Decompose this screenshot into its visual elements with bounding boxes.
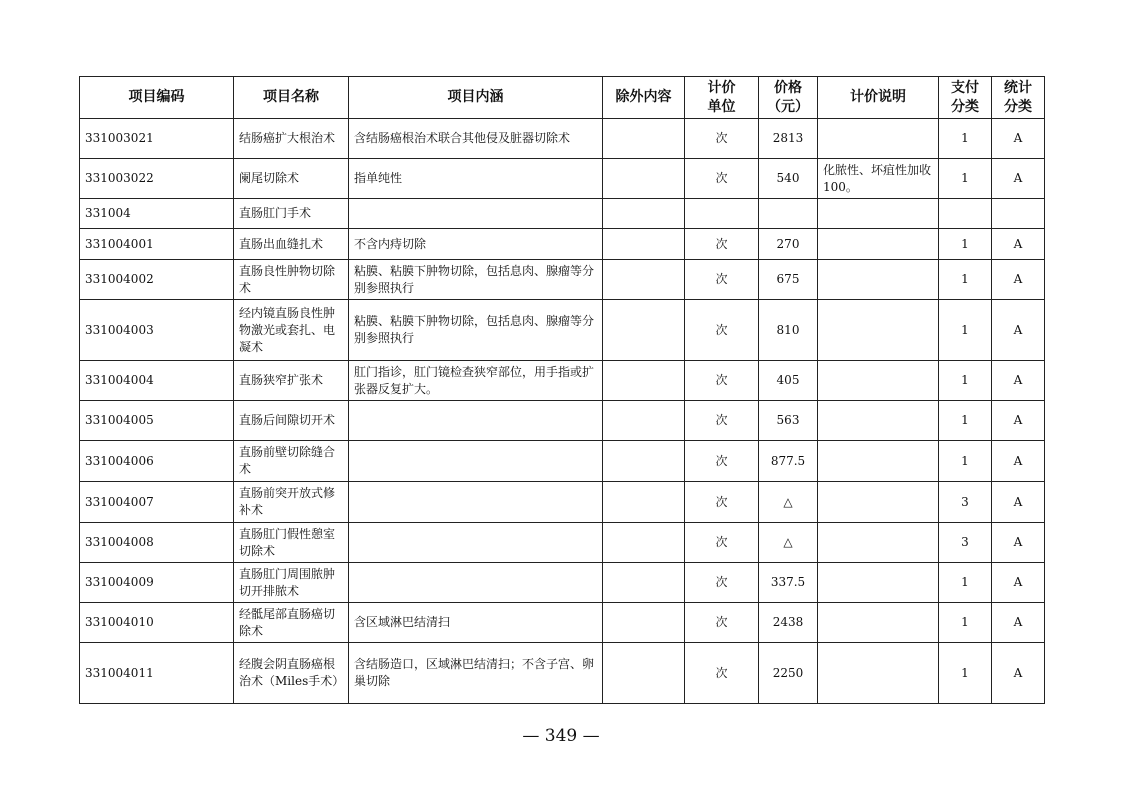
cell-price: 2813 — [759, 119, 818, 159]
cell-pay: 1 — [939, 643, 992, 704]
cell-name: 直肠良性肿物切除术 — [234, 260, 349, 300]
cell-code: 331004007 — [80, 482, 234, 523]
cell-pay: 1 — [939, 119, 992, 159]
table-row — [80, 643, 1045, 704]
cell-content — [349, 199, 603, 229]
cell-name: 直肠肛门假性憩室切除术 — [234, 523, 349, 563]
cell-stat: A — [992, 401, 1045, 441]
cell-stat: A — [992, 643, 1045, 704]
table-row — [80, 199, 1045, 229]
table-row — [80, 441, 1045, 482]
cell-pay: 1 — [939, 260, 992, 300]
cell-unit: 次 — [685, 260, 759, 300]
table-row — [80, 119, 1045, 159]
table-row — [80, 260, 1045, 300]
cell-pay: 1 — [939, 441, 992, 482]
cell-note — [818, 523, 939, 563]
table-row — [80, 603, 1045, 643]
cell-price: 675 — [759, 260, 818, 300]
table-row — [80, 482, 1045, 523]
cell-code: 331003022 — [80, 159, 234, 199]
cell-name: 直肠肛门周围脓肿切开排脓术 — [234, 563, 349, 603]
cell-note — [818, 643, 939, 704]
cell-exclusion — [603, 300, 685, 361]
cell-content: 肛门指诊，肛门镜检查狭窄部位，用手指或扩张器反复扩大。 — [349, 361, 603, 401]
cell-name: 经腹会阴直肠癌根治术（Miles手术） — [234, 643, 349, 704]
cell-price: 270 — [759, 229, 818, 260]
cell-unit: 次 — [685, 401, 759, 441]
cell-pay: 1 — [939, 563, 992, 603]
cell-exclusion — [603, 199, 685, 229]
cell-exclusion — [603, 441, 685, 482]
cell-pay: 1 — [939, 229, 992, 260]
cell-stat: A — [992, 361, 1045, 401]
cell-name: 直肠前壁切除缝合术 — [234, 441, 349, 482]
cell-code: 331004011 — [80, 643, 234, 704]
cell-price: 540 — [759, 159, 818, 199]
cell-unit: 次 — [685, 119, 759, 159]
cell-unit: 次 — [685, 523, 759, 563]
cell-stat: A — [992, 563, 1045, 603]
cell-unit: 次 — [685, 441, 759, 482]
cell-unit: 次 — [685, 482, 759, 523]
cell-note: 化脓性、坏疽性加收100。 — [818, 159, 939, 199]
cell-content — [349, 401, 603, 441]
cell-name: 直肠狭窄扩张术 — [234, 361, 349, 401]
cell-content — [349, 563, 603, 603]
cell-exclusion — [603, 159, 685, 199]
table-row — [80, 300, 1045, 361]
fee-table — [79, 76, 1045, 704]
cell-stat: A — [992, 229, 1045, 260]
cell-note — [818, 563, 939, 603]
header-code: 项目编码 — [80, 77, 234, 119]
cell-unit: 次 — [685, 361, 759, 401]
cell-content: 含区域淋巴结清扫 — [349, 603, 603, 643]
cell-pay: 1 — [939, 603, 992, 643]
header-note: 计价说明 — [818, 77, 939, 119]
cell-price: △ — [759, 523, 818, 563]
cell-name: 阑尾切除术 — [234, 159, 349, 199]
table-body — [80, 119, 1045, 704]
cell-exclusion — [603, 229, 685, 260]
cell-name: 直肠后间隙切开术 — [234, 401, 349, 441]
cell-unit: 次 — [685, 229, 759, 260]
cell-stat: A — [992, 260, 1045, 300]
cell-stat: A — [992, 441, 1045, 482]
cell-content: 粘膜、粘膜下肿物切除，包括息肉、腺瘤等分别参照执行 — [349, 260, 603, 300]
cell-price: 405 — [759, 361, 818, 401]
cell-unit: 次 — [685, 563, 759, 603]
cell-code: 331004008 — [80, 523, 234, 563]
cell-code: 331004002 — [80, 260, 234, 300]
cell-stat: A — [992, 523, 1045, 563]
header-unit: 计价 单位 — [685, 77, 759, 119]
cell-name: 直肠出血缝扎术 — [234, 229, 349, 260]
cell-price: 810 — [759, 300, 818, 361]
cell-content — [349, 482, 603, 523]
header-pay: 支付 分类 — [939, 77, 992, 119]
cell-note — [818, 482, 939, 523]
cell-code: 331004003 — [80, 300, 234, 361]
cell-stat: A — [992, 119, 1045, 159]
cell-stat: A — [992, 159, 1045, 199]
cell-exclusion — [603, 260, 685, 300]
cell-pay — [939, 199, 992, 229]
table-row — [80, 563, 1045, 603]
cell-content — [349, 523, 603, 563]
cell-content: 粘膜、粘膜下肿物切除，包括息肉、腺瘤等分别参照执行 — [349, 300, 603, 361]
cell-note — [818, 361, 939, 401]
header-content: 项目内涵 — [349, 77, 603, 119]
cell-exclusion — [603, 119, 685, 159]
cell-note — [818, 300, 939, 361]
cell-code: 331004 — [80, 199, 234, 229]
cell-code: 331004001 — [80, 229, 234, 260]
cell-content: 含结肠癌根治术联合其他侵及脏器切除术 — [349, 119, 603, 159]
cell-code: 331003021 — [80, 119, 234, 159]
cell-price: 563 — [759, 401, 818, 441]
cell-note — [818, 119, 939, 159]
cell-content: 不含内痔切除 — [349, 229, 603, 260]
table-row — [80, 229, 1045, 260]
table-row — [80, 361, 1045, 401]
cell-note — [818, 401, 939, 441]
cell-code: 331004004 — [80, 361, 234, 401]
cell-price: 337.5 — [759, 563, 818, 603]
cell-exclusion — [603, 563, 685, 603]
cell-pay: 1 — [939, 401, 992, 441]
cell-note — [818, 199, 939, 229]
header-exclusion: 除外内容 — [603, 77, 685, 119]
cell-exclusion — [603, 482, 685, 523]
cell-pay: 3 — [939, 482, 992, 523]
cell-price: 2438 — [759, 603, 818, 643]
cell-content: 含结肠造口，区域淋巴结清扫；不含子宫、卵巢切除 — [349, 643, 603, 704]
cell-unit: 次 — [685, 643, 759, 704]
cell-note — [818, 229, 939, 260]
cell-pay: 1 — [939, 159, 992, 199]
cell-name: 经内镜直肠良性肿物激光或套扎、电凝术 — [234, 300, 349, 361]
cell-stat — [992, 199, 1045, 229]
cell-price: △ — [759, 482, 818, 523]
cell-unit: 次 — [685, 159, 759, 199]
cell-unit: 次 — [685, 300, 759, 361]
cell-exclusion — [603, 523, 685, 563]
cell-code: 331004010 — [80, 603, 234, 643]
cell-code: 331004009 — [80, 563, 234, 603]
table-row — [80, 523, 1045, 563]
header-name: 项目名称 — [234, 77, 349, 119]
cell-exclusion — [603, 401, 685, 441]
cell-exclusion — [603, 361, 685, 401]
cell-content: 指单纯性 — [349, 159, 603, 199]
cell-note — [818, 441, 939, 482]
cell-exclusion — [603, 643, 685, 704]
cell-pay: 3 — [939, 523, 992, 563]
cell-unit — [685, 199, 759, 229]
table-row — [80, 159, 1045, 199]
header-price: 价格 （元） — [759, 77, 818, 119]
cell-pay: 1 — [939, 361, 992, 401]
header-stat: 统计 分类 — [992, 77, 1045, 119]
cell-stat: A — [992, 482, 1045, 523]
cell-content — [349, 441, 603, 482]
header-row — [80, 77, 1045, 119]
cell-price: 2250 — [759, 643, 818, 704]
cell-note — [818, 603, 939, 643]
cell-name: 直肠前突开放式修补术 — [234, 482, 349, 523]
cell-name: 结肠癌扩大根治术 — [234, 119, 349, 159]
page-number: — 349 — — [522, 726, 600, 746]
cell-price: 877.5 — [759, 441, 818, 482]
cell-exclusion — [603, 603, 685, 643]
cell-stat: A — [992, 300, 1045, 361]
cell-price — [759, 199, 818, 229]
cell-unit: 次 — [685, 603, 759, 643]
table-row — [80, 401, 1045, 441]
cell-code: 331004006 — [80, 441, 234, 482]
cell-note — [818, 260, 939, 300]
cell-name: 经骶尾部直肠癌切除术 — [234, 603, 349, 643]
cell-pay: 1 — [939, 300, 992, 361]
cell-name: 直肠肛门手术 — [234, 199, 349, 229]
cell-stat: A — [992, 603, 1045, 643]
cell-code: 331004005 — [80, 401, 234, 441]
